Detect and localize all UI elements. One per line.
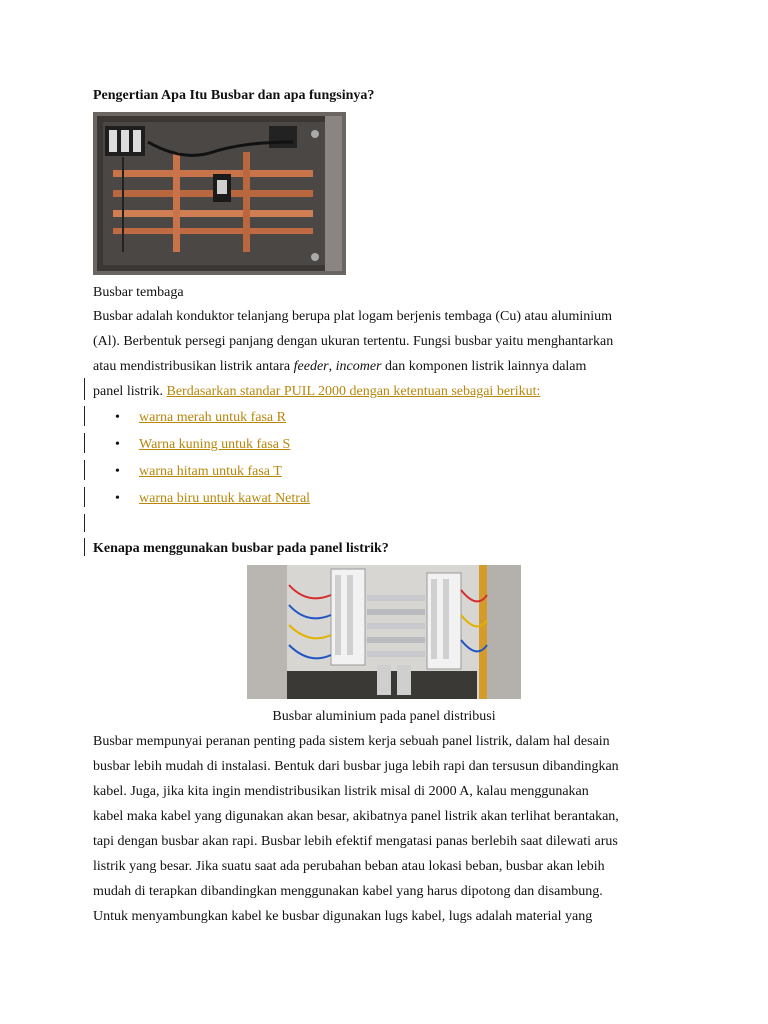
revision-bar [84,514,85,532]
paragraph-line: Busbar mempunyai peranan penting pada sistem kerja sebuah panel listrik, dalam hal desain [93,734,610,749]
paragraph-line: listrik yang besar. Jika suatu saat ada perubahan beban atau lokasi beban, busbar akan lebih [93,859,605,874]
aluminium-busbar-illustration [247,565,521,699]
bullet-marker: • [115,437,120,452]
bullet-marker: • [115,410,120,425]
paragraph-line: (Al). Berbentuk persegi panjang dengan ukuran tertentu. Fungsi busbar yaitu menghantarkan [93,334,614,349]
image-caption-aluminium: Busbar aluminium pada panel distribusi [272,709,496,724]
paragraph-line: busbar lebih mudah di instalasi. Bentuk dari busbar juga lebih rapi dan tersusun dibandingkan [93,759,619,774]
paragraph-text: dan komponen listrik lainnya dalam [381,359,587,374]
bullet-link-blue-neutral[interactable]: warna biru untuk kawat Netral [139,491,311,506]
bullet-link-yellow-phase-s[interactable]: Warna kuning untuk fasa S [139,437,291,452]
revision-bar [84,406,85,426]
paragraph-line: kabel. Juga, jika kita ingin mendistribusikan listrik misal di 2000 A, kalau menggunakan [93,784,589,799]
term-feeder: feeder [293,359,329,374]
bullet-link-black-phase-t[interactable]: warna hitam untuk fasa T [139,464,282,479]
bullet-link-red-phase-r[interactable]: warna merah untuk fasa R [139,410,286,425]
revision-bar [84,378,85,400]
paragraph-line [93,379,540,404]
paragraph-line [93,354,586,379]
image-caption-copper: Busbar tembaga [93,285,184,300]
paragraph-line: tapi dengan busbar akan rapi. Busbar lebih efektif mengatasi panas berlebih saat dilewati arus [93,834,618,849]
paragraph-text: panel listrik. [93,384,167,399]
bullet-marker: • [115,464,120,479]
paragraph-line: mudah di terapkan dibandingkan menggunakan kabel yang harus dipotong dan disambung. [93,884,603,899]
puil-standard-link[interactable]: Berdasarkan standar PUIL 2000 dengan ketentuan sebagai berikut: [166,384,541,399]
section-heading-busbar: Pengertian Apa Itu Busbar dan apa fungsinya? [93,88,375,103]
bullet-marker: • [115,491,120,506]
paragraph-line: Busbar adalah konduktor telanjang berupa plat logam berjenis tembaga (Cu) atau aluminium [93,309,613,324]
copper-busbar-photo [93,112,346,275]
revision-bar [84,538,85,556]
section-heading-why-busbar: Kenapa menggunakan busbar pada panel listrik? [93,541,389,556]
term-incomer: incomer [335,359,382,374]
paragraph-line: kabel maka kabel yang digunakan akan besar, akibatnya panel listrik akan terlihat berantakan, [93,809,619,824]
copper-busbar-illustration [93,112,346,275]
paragraph-line: Untuk menyambungkan kabel ke busbar digunakan lugs kabel, lugs adalah material yang [93,909,593,924]
revision-bar [84,487,85,507]
aluminium-busbar-photo [247,565,521,699]
revision-bar [84,460,85,480]
paragraph-text: atau mendistribusikan listrik antara [93,359,294,374]
revision-bar [84,433,85,453]
paragraph-text: , [328,359,336,374]
